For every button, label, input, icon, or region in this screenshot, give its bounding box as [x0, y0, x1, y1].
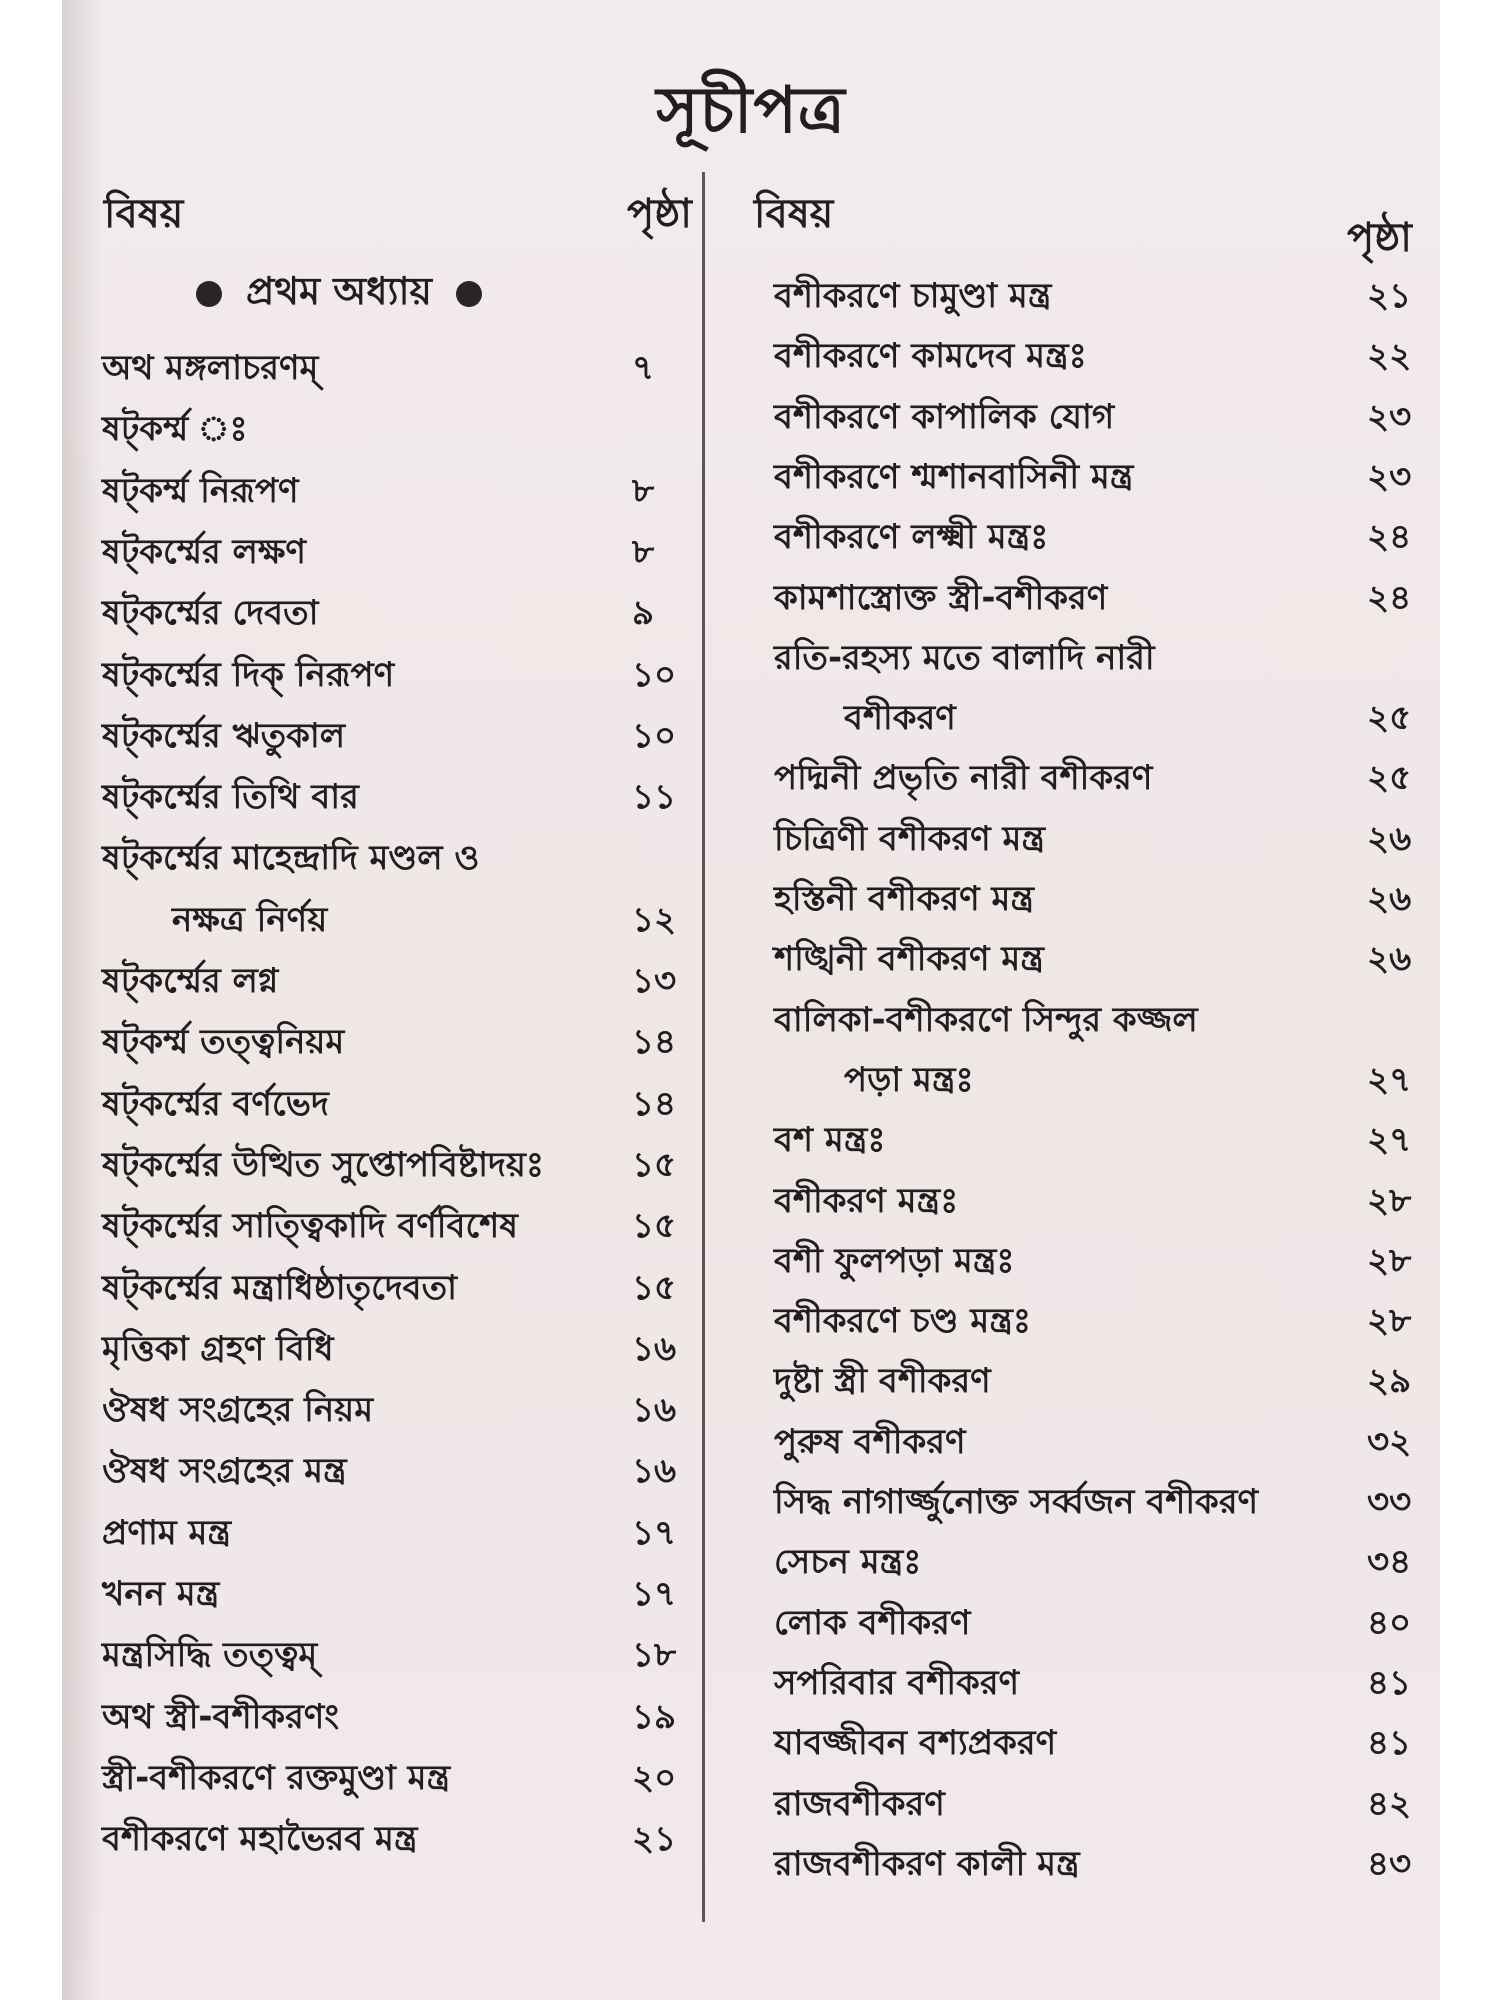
toc-entry-title: বশীকরণে মহাভৈরব মন্ত্র	[102, 1819, 418, 1860]
toc-entry-title: পদ্মিনী প্রভৃতি নারী বশীকরণ	[774, 758, 1153, 799]
toc-entry-title: প্রণাম মন্ত্র	[102, 1512, 232, 1553]
toc-entry-title: রাজবশীকরণ কালী মন্ত্র	[774, 1843, 1080, 1884]
toc-entry-title: নক্ষত্র নির্ণয়	[172, 899, 328, 940]
toc-entry	[774, 391, 1437, 449]
toc-entry-title: বশী ফুলপড়া মন্ত্রঃ	[774, 1240, 1015, 1281]
toc-entry-page: ১৫	[632, 1267, 677, 1308]
toc-entry-page: ১৫	[632, 1144, 677, 1185]
toc-entry-title: বশীকরণে চামুণ্ডা মন্ত্র	[774, 276, 1052, 316]
toc-entry	[774, 572, 1437, 630]
toc-entry-title: ঔষধ সংগ্রহের নিয়ম	[102, 1390, 374, 1431]
left-page-header: পৃষ্ঠা	[627, 191, 692, 237]
toc-entry-title: ষট্‌কর্ম্ম তত্ত্বনিয়ম	[102, 1022, 345, 1063]
toc-entry	[774, 1355, 1437, 1413]
toc-entry	[102, 1629, 702, 1687]
toc-entry-page: ৪২	[1367, 1783, 1412, 1824]
toc-entry-title: ষট্‌কর্ম্মের দিক্ নিরূপণ	[102, 654, 395, 695]
toc-entry	[774, 1536, 1437, 1594]
toc-entry-page: ২১	[632, 1819, 677, 1860]
toc-entry-page: ২৯	[1367, 1361, 1412, 1402]
toc-entry	[774, 1416, 1437, 1474]
toc-entry-page: ২৫	[1367, 698, 1412, 739]
toc-entry-title: পুরুষ বশীকরণ	[774, 1421, 966, 1462]
bullet-icon	[196, 281, 222, 307]
toc-entry-page: ২৮	[1367, 1301, 1412, 1342]
toc-entry-page: ২৬	[1367, 879, 1412, 919]
toc-entry-page: ১৪	[632, 1083, 677, 1124]
toc-entry-title: অথ স্ত্রী-বশীকরণং	[102, 1696, 339, 1737]
toc-entry-page: ১৬	[632, 1390, 677, 1431]
toc-entry	[774, 1476, 1437, 1534]
toc-entry-title: ষট্‌কর্ম্মের মন্ত্রাধিষ্ঠাতৃদেবতা	[102, 1267, 457, 1308]
toc-entry	[102, 832, 702, 890]
toc-entry-page: ৪১	[1367, 1662, 1412, 1703]
toc-entry-page: ১৫	[632, 1206, 677, 1247]
toc-entry-page: ১২	[632, 899, 677, 940]
toc-entry-title: রাজবশীকরণ	[774, 1783, 945, 1824]
toc-entry	[102, 1323, 702, 1381]
toc-entry	[774, 1235, 1437, 1293]
toc-entry-page: ১০	[632, 715, 677, 756]
toc-entry-title: বশীকরণে শ্মশানবাসিনী মন্ত্র	[774, 456, 1134, 497]
toc-entry-title: ষট্‌কর্ম্মের বর্ণভেদ	[102, 1083, 329, 1124]
toc-entry-page: ২৩	[1367, 396, 1412, 437]
toc-entry-page: ১৭	[632, 1574, 677, 1614]
toc-entry-page: ৩৩	[1367, 1482, 1412, 1522]
toc-entry-title: ষট্‌কর্ম্মের উত্থিত সুপ্তোপবিষ্টাদয়ঃ	[102, 1144, 545, 1185]
book-page	[62, 0, 1440, 2000]
toc-entry	[774, 511, 1437, 569]
toc-entry	[102, 1078, 702, 1136]
toc-entry	[774, 933, 1437, 991]
toc-entry	[774, 632, 1437, 690]
toc-entry	[774, 270, 1437, 328]
chapter-heading	[172, 262, 506, 326]
toc-entry-title: অথ মঙ্গলাচরণম্	[102, 348, 319, 388]
toc-entry	[774, 1597, 1437, 1655]
toc-entry	[102, 955, 702, 1013]
toc-entry-title: সেচন মন্ত্রঃ	[774, 1542, 922, 1583]
toc-entry	[102, 1016, 702, 1074]
chapter-title: প্রথম অধ্যায়	[246, 269, 432, 313]
toc-entry-page: ১০	[632, 654, 677, 695]
toc-entry	[102, 1691, 702, 1749]
toc-entry-title: বশীকরণে চণ্ড মন্ত্রঃ	[774, 1301, 1031, 1342]
toc-entry	[102, 894, 702, 952]
toc-entry	[774, 692, 1437, 750]
page-title: সূচীপত্র	[656, 74, 846, 148]
toc-entry-page: ২২	[1367, 336, 1412, 377]
toc-entry	[774, 1778, 1437, 1836]
toc-entry	[102, 1384, 702, 1442]
toc-entry-page: ১৪	[632, 1022, 677, 1063]
toc-entry-title: বশীকরণে কাপালিক যোগ	[774, 396, 1115, 437]
toc-entry	[102, 1813, 702, 1871]
toc-entry-title: শঙ্খিনী বশীকরণ মন্ত্র	[774, 939, 1044, 980]
toc-entry	[774, 330, 1437, 388]
toc-entry	[102, 342, 702, 400]
toc-entry-page: ৪০	[1367, 1602, 1412, 1643]
toc-entry-page: ১১	[632, 777, 677, 818]
toc-entry-title: খনন মন্ত্র	[102, 1574, 220, 1614]
toc-entry-page: ২৬	[1367, 939, 1412, 980]
toc-entry	[102, 1262, 702, 1320]
toc-entry-title: স্ত্রী-বশীকরণে রক্তমুণ্ডা মন্ত্র	[102, 1757, 451, 1798]
toc-entry-title: যাবজ্জীবন বশ্যপ্রকরণ	[774, 1723, 1057, 1764]
toc-entry	[102, 1507, 702, 1565]
toc-entry	[774, 451, 1437, 509]
toc-entry-title: বশ মন্ত্রঃ	[774, 1120, 886, 1161]
toc-entry-title: পড়া মন্ত্রঃ	[844, 1059, 974, 1100]
toc-entry	[102, 526, 702, 584]
toc-entry	[774, 1657, 1437, 1715]
toc-entry-page: ১৮	[632, 1635, 677, 1676]
toc-entry-title: ষট্‌কর্ম্ম নিরূপণ	[102, 470, 299, 511]
toc-entry-page: ১৬	[632, 1328, 677, 1369]
toc-entry	[774, 1295, 1437, 1353]
toc-entry-title: বশীকরণে কামদেব মন্ত্রঃ	[774, 336, 1087, 377]
toc-entry-page: ৪৩	[1367, 1843, 1412, 1884]
toc-entry-title: বশীকরণ মন্ত্রঃ	[774, 1180, 959, 1221]
toc-entry-page: ৩২	[1367, 1421, 1412, 1462]
toc-entry-title: দুষ্টা স্ত্রী বশীকরণ	[774, 1361, 991, 1402]
toc-entry	[102, 649, 702, 707]
toc-entry	[102, 1568, 702, 1626]
toc-entry-page: ২৪	[1367, 517, 1412, 558]
toc-entry-title: হস্তিনী বশীকরণ মন্ত্র	[774, 879, 1035, 919]
toc-entry	[774, 1114, 1437, 1172]
toc-entry	[102, 465, 702, 523]
toc-entry-page: ১৩	[632, 961, 677, 1001]
toc-entry-page: ১৬	[632, 1451, 677, 1492]
toc-entry-page: ৩৪	[1367, 1542, 1412, 1583]
toc-entry-page: ২৭	[1367, 1059, 1412, 1100]
toc-entry-page: ২০	[632, 1757, 677, 1798]
right-page-header: পৃষ্ঠা	[1347, 215, 1412, 261]
toc-entry-title: ষট্‌কর্ম্মের লগ্ন	[102, 961, 279, 1001]
toc-entry	[774, 1054, 1437, 1112]
toc-entry-page: ২১	[1367, 276, 1412, 316]
toc-entry-title: মন্ত্রসিদ্ধি তত্ত্বম্	[102, 1635, 318, 1676]
toc-entry-title: মৃত্তিকা গ্রহণ বিধি	[102, 1328, 334, 1369]
toc-entry-title: ষট্‌কর্ম্মের সাত্ত্বিকাদি বর্ণবিশেষ	[102, 1206, 518, 1247]
toc-entry-title: ঔষধ সংগ্রহের মন্ত্র	[102, 1451, 347, 1492]
toc-entry	[102, 1139, 702, 1197]
toc-entry-title: ষট্‌কর্ম্মের ঋতুকাল	[102, 715, 346, 756]
toc-entry	[102, 1445, 702, 1503]
toc-entry-title: কামশাস্ত্রোক্ত স্ত্রী-বশীকরণ	[774, 577, 1108, 618]
toc-entry	[102, 587, 702, 645]
toc-entry-title: লোক বশীকরণ	[774, 1602, 971, 1643]
toc-entry-title: ষট্‌কর্ম্মের দেবতা	[102, 593, 319, 634]
toc-entry	[774, 873, 1437, 931]
toc-entry-title: সপরিবার বশীকরণ	[774, 1662, 1020, 1703]
toc-entry-title: সিদ্ধ নাগার্জ্জুনোক্ত সর্ব্বজন বশীকরণ	[774, 1482, 1259, 1522]
toc-entry-page: ২৬	[1367, 818, 1412, 859]
toc-entry	[102, 403, 702, 461]
toc-entry	[102, 1752, 702, 1810]
toc-entry-title: চিত্রিণী বশীকরণ মন্ত্র	[774, 818, 1046, 859]
bullet-icon	[456, 281, 482, 307]
toc-entry	[102, 771, 702, 829]
toc-entry-title: ষট্‌কর্ম্মের লক্ষণ	[102, 531, 306, 572]
toc-entry-title: বশীকরণ	[844, 698, 956, 739]
toc-entry	[774, 813, 1437, 871]
toc-entry	[774, 752, 1437, 810]
toc-entry	[774, 1175, 1437, 1233]
toc-entry	[774, 1838, 1437, 1896]
toc-entry-page: ৯	[632, 593, 655, 634]
toc-entry-page: ২৮	[1367, 1180, 1412, 1221]
toc-entry-page: ২৮	[1367, 1240, 1412, 1281]
toc-entry-page: ২৩	[1367, 456, 1412, 497]
left-subject-header: বিষয়	[104, 191, 184, 237]
toc-entry-title: ষট্‌কর্ম্মের মাহেন্দ্রাদি মণ্ডল ও	[102, 838, 480, 879]
toc-entry-page: ৭	[632, 348, 655, 388]
toc-entry-title: ষট্‌কর্ম্ম ঃ	[102, 409, 248, 450]
column-divider	[702, 172, 705, 1922]
toc-entry-page: ২৫	[1367, 758, 1412, 799]
toc-entry-page: ৮	[632, 531, 655, 572]
toc-entry-page: ২৪	[1367, 577, 1412, 618]
toc-entry	[774, 1717, 1437, 1775]
right-subject-header: বিষয়	[754, 191, 834, 237]
toc-entry-title: বশীকরণে লক্ষ্মী মন্ত্রঃ	[774, 517, 1049, 558]
toc-entry	[102, 710, 702, 768]
toc-entry-page: ১৯	[632, 1696, 677, 1737]
toc-entry	[774, 994, 1437, 1052]
toc-entry-page: ৪১	[1367, 1723, 1412, 1764]
toc-entry	[102, 1200, 702, 1258]
toc-entry-page: ১৭	[632, 1512, 677, 1553]
toc-entry-page: ২৭	[1367, 1120, 1412, 1161]
toc-entry-title: ষট্‌কর্ম্মের তিথি বার	[102, 777, 359, 818]
toc-entry-title: রতি-রহস্য মতে বালাদি নারী	[774, 637, 1155, 678]
toc-entry-page: ৮	[632, 470, 655, 511]
toc-entry-title: বালিকা-বশীকরণে সিন্দুর কজ্জল	[774, 999, 1198, 1040]
